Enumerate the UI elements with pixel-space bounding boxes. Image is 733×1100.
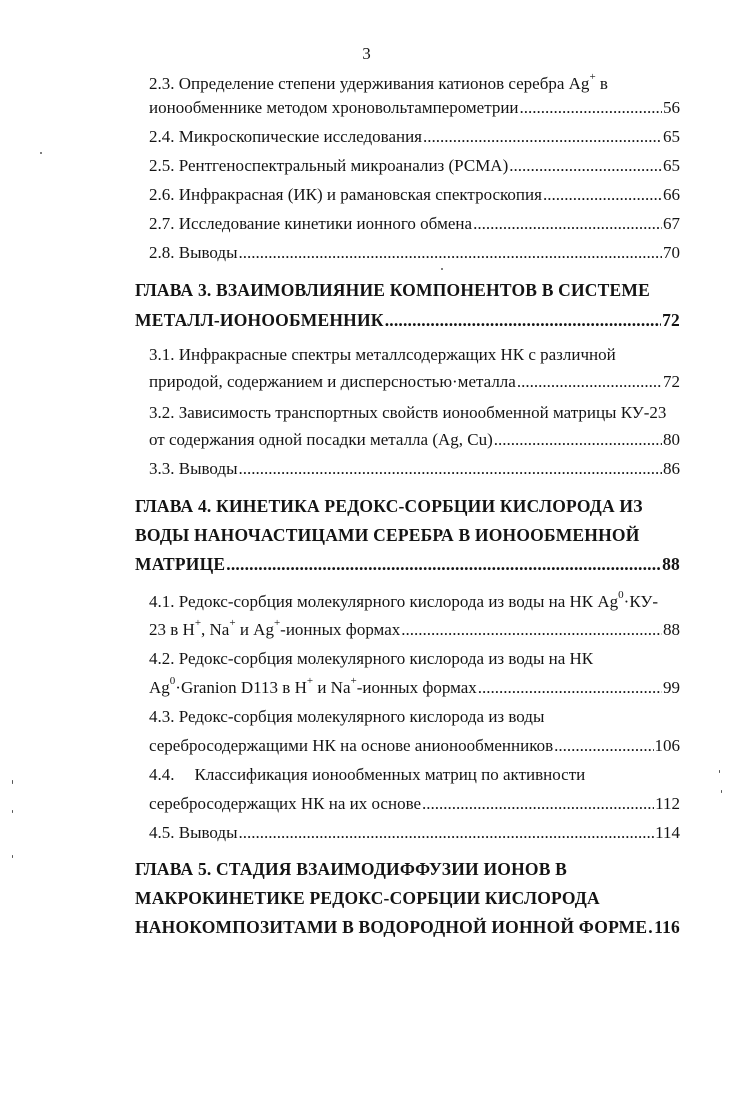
toc-entry-2-8[interactable]: 2.8. Выводы ..... 70: [149, 242, 680, 264]
toc-entry-4-3[interactable]: серебросодержащими НК на основе анионообменников ..... 106: [149, 735, 680, 757]
leader-dots: [401, 619, 662, 641]
leader-dots: [517, 371, 662, 393]
leader-dots: [422, 793, 654, 815]
scan-speck: [12, 810, 13, 813]
toc-entry-4-4-line1: 4.4. Классификация ионообменных матриц по активности: [149, 765, 586, 784]
toc-entry-chapter-4[interactable]: МАТРИЦЕ ..... 88: [135, 553, 680, 575]
scan-speck: [721, 790, 722, 793]
toc-entry-4-1[interactable]: 23 в H+, Na+ и Ag+-ионных формах ..... 88: [149, 619, 680, 641]
chapter-3-title-line1: ГЛАВА 3. ВЗАИМОВЛИЯНИЕ КОМПОНЕНТОВ В СИСТЕМЕ: [135, 280, 650, 300]
scan-speck: [40, 152, 42, 154]
page-ref: 88: [662, 554, 680, 574]
toc-entry-2-7[interactable]: 2.7. Исследование кинетики ионного обмена ..... 67: [149, 213, 680, 235]
leader-dots: [648, 916, 653, 938]
toc-entry-2-3[interactable]: ионообменнике методом хроновольтамперометрии ..... 56: [149, 97, 680, 119]
leader-dots: [239, 822, 655, 844]
toc-entry-3-2-line1: 3.2. Зависимость транспортных свойств ионообменной матрицы КУ-23: [149, 403, 667, 422]
page-number: 3: [362, 44, 371, 63]
scan-speck: [12, 855, 13, 858]
toc-entry-4-2[interactable]: $Ag^0\cdot Granion$ D113 в H+ и Na+-ионных формах ..... 99: [149, 677, 680, 699]
toc-entry-4-5[interactable]: 4.5. Выводы ..... 114: [149, 822, 680, 844]
chapter-4-title-line1: ГЛАВА 4. КИНЕТИКА РЕДОКС-СОРБЦИИ КИСЛОРОДА ИЗ: [135, 496, 643, 516]
page-ref: 66: [663, 185, 680, 204]
page-ref: 65: [663, 127, 680, 146]
leader-dots: [423, 126, 662, 148]
page-ref: 70: [663, 243, 680, 262]
page-ref: 112: [655, 794, 680, 813]
leader-dots: [385, 309, 661, 331]
page-ref: 72: [663, 372, 680, 391]
page-ref: 106: [654, 736, 680, 755]
toc-entry-3-3[interactable]: 3.3. Выводы ..... 86: [149, 458, 680, 480]
toc-entry-3-1-line1: 3.1. Инфракрасные спектры металлсодержащих НК с различной: [149, 345, 616, 364]
chapter-4-title-line2: ВОДЫ НАНОЧАСТИЦАМИ СЕРЕБРА В ИОНООБМЕННОЙ: [135, 525, 640, 545]
scan-speck: [719, 770, 720, 773]
page-ref: 56: [663, 98, 680, 117]
page-ref: 80: [663, 430, 680, 449]
chapter-5-title-line2: МАКРОКИНЕТИКЕ РЕДОКС-СОРБЦИИ КИСЛОРОДА: [135, 888, 600, 908]
toc-entry-2-4[interactable]: 2.4. Микроскопические исследования ..... 65: [149, 126, 680, 148]
scan-speck: [441, 268, 443, 270]
page-ref: 72: [662, 310, 680, 330]
leader-dots: [473, 213, 662, 235]
toc-entry-2-5[interactable]: 2.5. Рентгеноспектральный микроанализ (РСМА) ..... 65: [149, 155, 680, 177]
toc-entry-4-2-line1: 4.2. Редокс-сорбция молекулярного кислорода из воды на НК: [149, 649, 594, 668]
page-ref: 88: [663, 620, 680, 639]
page-ref: 116: [654, 917, 680, 937]
leader-dots: [226, 553, 661, 575]
toc-entry-chapter-3[interactable]: МЕТАЛЛ-ИОНООБМЕННИК ..... 72: [135, 309, 680, 331]
toc-entry-4-4[interactable]: серебросодержащих НК на их основе ..... 112: [149, 793, 680, 815]
leader-dots: [520, 97, 662, 119]
page-ref: 86: [663, 459, 680, 478]
toc-entry-2-3-line1: 2.3. Определение степени удерживания катионов серебра Ag+ в: [149, 71, 608, 93]
leader-dots: [239, 458, 662, 480]
leader-dots: [239, 242, 662, 264]
toc-entry-2-6[interactable]: 2.6. Инфракрасная (ИК) и рамановская спектроскопия ..... 66: [149, 184, 680, 206]
leader-dots: [554, 735, 653, 757]
toc-entry-chapter-5[interactable]: НАНОКОМПОЗИТАМИ В ВОДОРОДНОЙ ИОННОЙ ФОРМЕ ..... 116: [135, 916, 680, 938]
toc-entry-3-2[interactable]: от содержания одной посадки металла (Ag, Cu) ..... 80: [149, 429, 680, 451]
leader-dots: [494, 429, 662, 451]
page-ref: 65: [663, 156, 680, 175]
toc-entry-4-3-line1: 4.3. Редокс-сорбция молекулярного кислорода из воды: [149, 707, 545, 726]
chapter-5-title-line1: ГЛАВА 5. СТАДИЯ ВЗАИМОДИФФУЗИИ ИОНОВ В: [135, 859, 568, 879]
scan-speck: [12, 780, 13, 784]
page-ref: 114: [655, 823, 680, 842]
leader-dots: [509, 155, 662, 177]
leader-dots: [543, 184, 662, 206]
toc-entry-3-1[interactable]: природой, содержанием и дисперсностью·металла ..... 72: [149, 371, 680, 393]
toc-entry-4-1-line1: 4.1. Редокс-сорбция молекулярного кислорода из воды на НК $Ag^0\cdot КУ-$: [149, 589, 659, 611]
page-ref: 99: [663, 678, 680, 697]
page-ref: 67: [663, 214, 680, 233]
leader-dots: [478, 677, 662, 699]
